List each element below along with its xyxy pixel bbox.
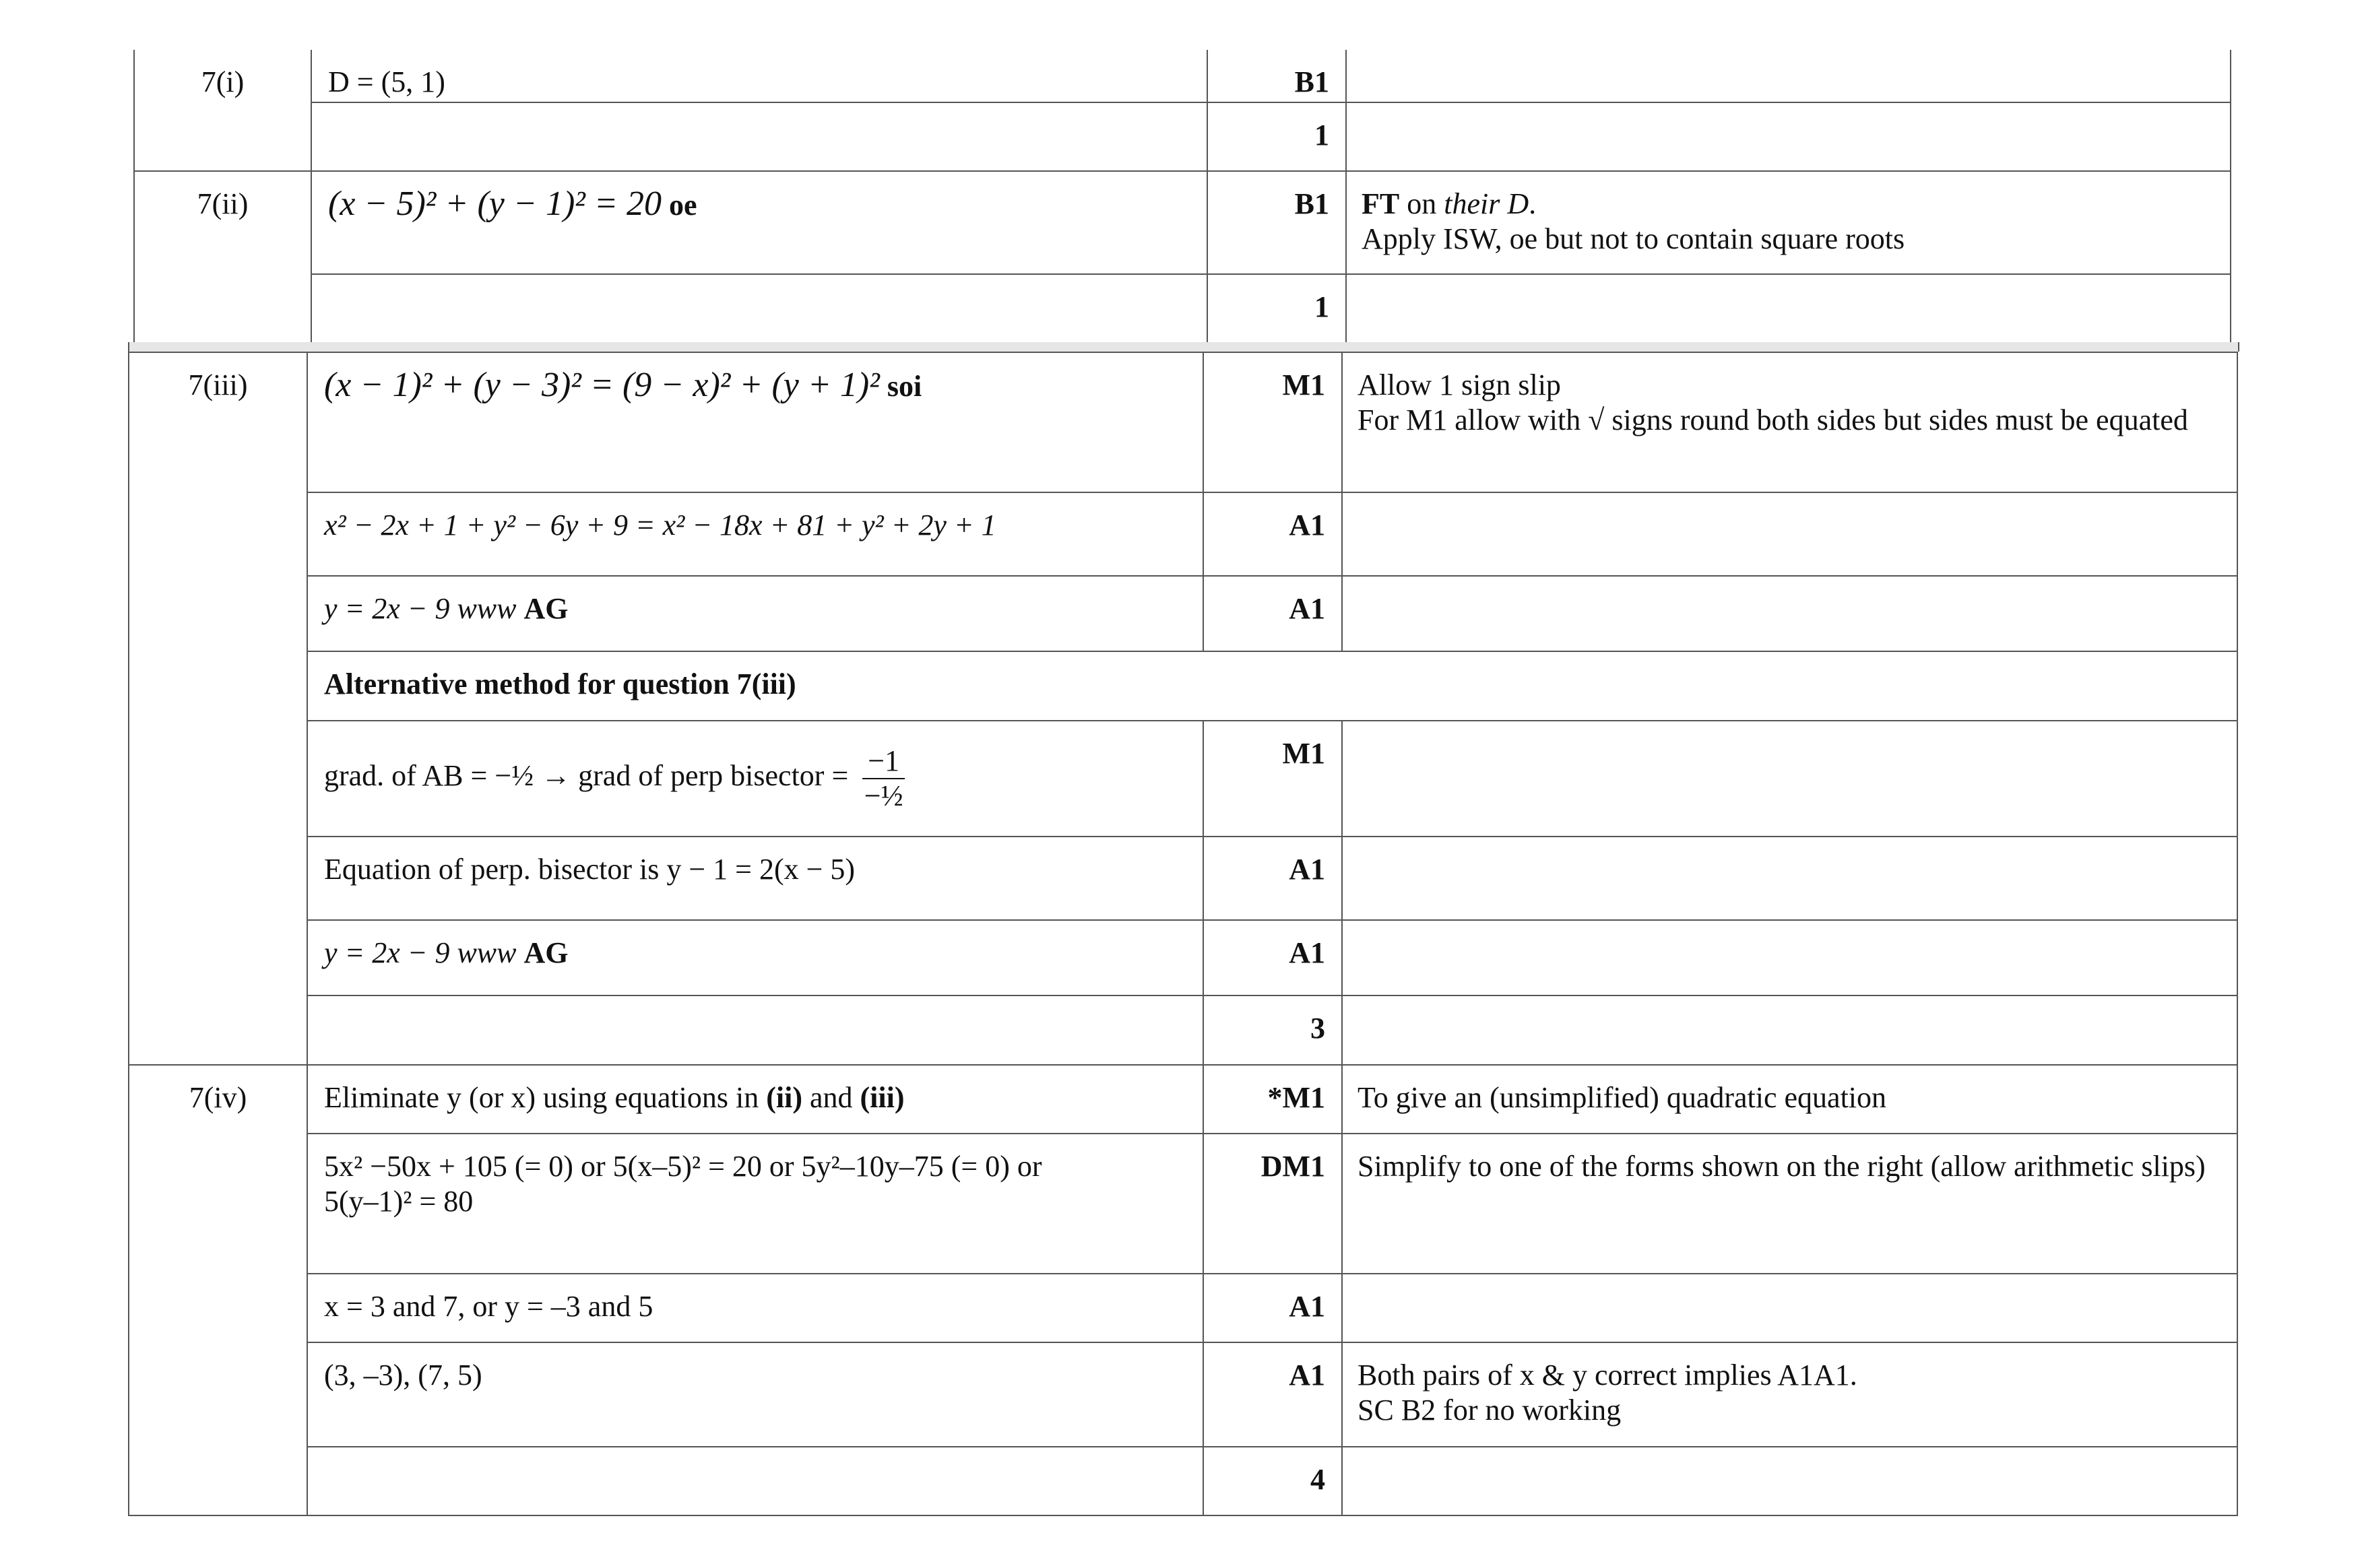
alt-method-heading-text: Alternative method for question 7(iii)	[324, 667, 796, 700]
guidance-7iii-alt1	[1342, 721, 2237, 837]
guidance-7iv-blank	[1342, 1447, 2237, 1515]
markscheme-table-lower	[128, 352, 2238, 1516]
question-label-7i: 7(i)	[134, 50, 311, 171]
answer-7iv-step1-a: Eliminate y (or x) using equations in	[324, 1081, 767, 1114]
answer-7iv-step4-text: (3, –3), (7, 5)	[324, 1359, 482, 1392]
answer-7iv-step3	[307, 1274, 1203, 1342]
guidance-7ii-ft: FT	[1362, 187, 1400, 220]
answer-7iii-step3-equation: y = 2x − 9 www	[324, 592, 517, 625]
answer-7iii-step3-tag: AG	[523, 592, 569, 625]
mark-7iii-alt3: A1	[1203, 920, 1342, 995]
answer-7iv-step1-c: and	[802, 1081, 860, 1114]
answer-7iv-step1-b: (ii)	[766, 1081, 802, 1114]
fraction-denominator: −½	[864, 779, 903, 812]
guidance-7ii-line2: Apply ISW, oe but not to contain square roots	[1362, 222, 1905, 255]
mark-7iii-alt1: M1	[1203, 721, 1342, 837]
answer-7iii-step3	[307, 576, 1203, 651]
answer-7i-text: D = (5, 1)	[328, 65, 445, 98]
answer-7iii-alt2	[307, 837, 1203, 920]
markscheme-table-upper	[133, 50, 2231, 344]
answer-7iii-step1-equation: (x − 1)² + (y − 3)² = (9 − x)² + (y + 1)²	[324, 366, 880, 404]
guidance-7i-blank	[1346, 102, 2231, 171]
guidance-7iii-blank	[1342, 995, 2237, 1065]
answer-7iv-step1-d: (iii)	[860, 1081, 905, 1114]
answer-7i-blank	[311, 102, 1207, 171]
answer-7ii-blank	[311, 274, 1207, 343]
guidance-7i	[1346, 50, 2231, 102]
mark-7iii-step3: A1	[1203, 576, 1342, 651]
mark-7ii: B1	[1207, 171, 1346, 274]
mark-7iv-step2: DM1	[1203, 1134, 1342, 1274]
mark-7iii-alt2: A1	[1203, 837, 1342, 920]
answer-7iii-alt3-equation: y = 2x − 9 www	[324, 936, 517, 969]
guidance-7ii-on: on	[1399, 187, 1444, 220]
total-7iv: 4	[1203, 1447, 1342, 1515]
guidance-7iii-step3	[1342, 576, 2237, 651]
answer-7ii-equation: (x − 5)² + (y − 1)² = 20	[328, 185, 662, 223]
answer-7iv-step4	[307, 1342, 1203, 1447]
answer-7iii-step2	[307, 492, 1203, 576]
alt-method-heading	[307, 651, 2237, 721]
guidance-7iv-step2: Simplify to one of the forms shown on the right (allow arithmetic slips)	[1342, 1134, 2237, 1274]
answer-7iv-blank	[307, 1447, 1203, 1515]
guidance-7iv-step4-line1: Both pairs of x & y correct implies A1A1.	[1357, 1359, 1857, 1392]
guidance-7iii-line1: Allow 1 sign slip	[1357, 368, 1561, 401]
fraction	[862, 744, 905, 813]
page-gap	[128, 342, 2239, 352]
guidance-7iii-step1	[1342, 352, 2237, 492]
guidance-7iii-step2	[1342, 492, 2237, 576]
answer-7iv-step3-text: x = 3 and 7, or y = –3 and 5	[324, 1290, 653, 1323]
answer-7iii-alt3-tag: AG	[523, 936, 569, 969]
guidance-7ii	[1346, 171, 2231, 274]
mark-7iv-step4: A1	[1203, 1342, 1342, 1447]
guidance-7iv-step4	[1342, 1342, 2237, 1447]
total-7ii: 1	[1207, 274, 1346, 343]
guidance-7ii-their: their D	[1444, 187, 1529, 220]
guidance-7ii-period: .	[1529, 187, 1537, 220]
answer-7iv-step2-line2: 5(y–1)² = 80	[324, 1185, 474, 1218]
guidance-7ii-blank	[1346, 274, 2231, 343]
answer-7iv-step1	[307, 1065, 1203, 1134]
answer-7ii	[311, 171, 1207, 274]
guidance-7iv-step1: To give an (unsimplified) quadratic equation	[1342, 1065, 2237, 1134]
mark-7iv-step3: A1	[1203, 1274, 1342, 1342]
answer-7iii-step1	[307, 352, 1203, 492]
question-label-7ii: 7(ii)	[134, 171, 311, 343]
fraction-numerator: −1	[862, 744, 905, 779]
mark-7iii-step2: A1	[1203, 492, 1342, 576]
answer-7iv-step2-line1: 5x² −50x + 105 (= 0) or 5(x–5)² = 20 or 5y²–10y–75 (= 0) or	[324, 1150, 1042, 1183]
mark-7i: B1	[1207, 50, 1346, 102]
guidance-7iii-alt3	[1342, 920, 2237, 995]
question-label-7iv: 7(iv)	[129, 1065, 307, 1515]
answer-7iii-alt2-text: Equation of perp. bisector is y − 1 = 2(x − 5)	[324, 853, 856, 886]
answer-7iii-step2-equation: x² − 2x + 1 + y² − 6y + 9 = x² − 18x + 81 + y² + 2y + 1	[324, 509, 996, 542]
guidance-7iv-step4-line2: SC B2 for no working	[1357, 1394, 1622, 1427]
answer-7ii-tag: oe	[668, 189, 697, 222]
answer-7iii-step1-tag: soi	[887, 370, 922, 403]
answer-7iii-alt1	[307, 721, 1203, 837]
mark-7iv-step1: *M1	[1203, 1065, 1342, 1134]
mark-7iii-step1: M1	[1203, 352, 1342, 492]
total-7iii: 3	[1203, 995, 1342, 1065]
guidance-7iv-step3	[1342, 1274, 2237, 1342]
guidance-7iii-alt2	[1342, 837, 2237, 920]
answer-7iii-alt3	[307, 920, 1203, 995]
answer-7iii-blank	[307, 995, 1203, 1065]
answer-7iv-step2	[307, 1134, 1203, 1274]
total-7i: 1	[1207, 102, 1346, 171]
question-label-7iii: 7(iii)	[129, 352, 307, 1065]
guidance-7iii-line2: For M1 allow with √ signs round both sides but sides must be equated	[1357, 403, 2188, 436]
answer-7i	[311, 50, 1207, 102]
answer-7iii-alt1-text: grad. of AB = −½ → grad of perp bisector =	[324, 759, 849, 793]
